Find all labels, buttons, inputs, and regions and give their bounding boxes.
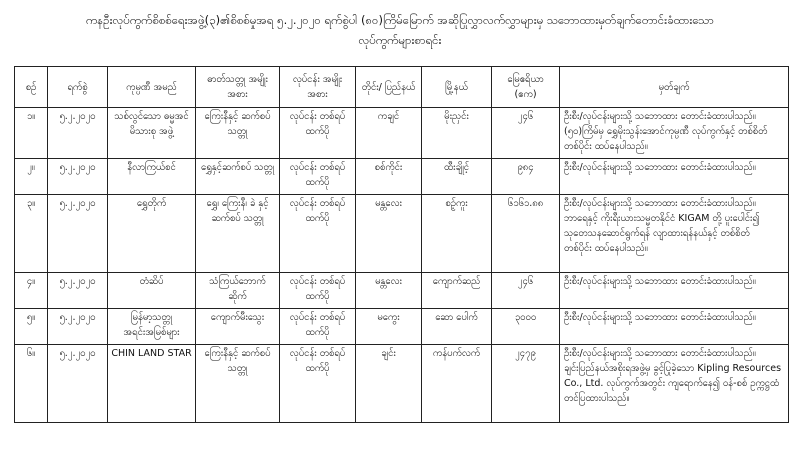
cell-region: စစ်ကိုင်း xyxy=(356,159,422,195)
cell-business: လုပ်ငန်း တစ်ရပ်ထက်ပို xyxy=(280,345,356,423)
cell-date: ၅.၂.၂၀၂၀ xyxy=(48,159,108,195)
cell-company: သစ်လွင်သော ဓမ္မအင်မိသားစု အဖွဲ့ xyxy=(108,108,196,159)
cell-region: မန္တလေး xyxy=(356,273,422,309)
header-date: ရက်စွဲ xyxy=(48,67,108,108)
remark-line: ဦးစီး/လုပ်ငန်းများသို့ သဘောထား တောင်းခံထားပါသည်။ xyxy=(564,348,756,359)
cell-remarks xyxy=(560,159,789,195)
header-region: တိုင်း/ ပြည်နယ် xyxy=(356,67,422,108)
cell-date: ၅.၂.၂၀၂၀ xyxy=(48,108,108,159)
cell-date: ၅.၂.၂၀၂၀ xyxy=(48,345,108,423)
header-no: စဉ် xyxy=(15,67,48,108)
table-row xyxy=(15,108,789,159)
header-remarks: မှတ်ချက် xyxy=(560,67,789,108)
cell-township: စဉ့်ကူး xyxy=(422,195,492,273)
table-row xyxy=(15,195,789,273)
table-body xyxy=(15,108,789,423)
cell-business: လုပ်ငန်း တစ်ရပ်ထက်ပို xyxy=(280,195,356,273)
mining-blocks-table xyxy=(14,66,789,423)
cell-remarks xyxy=(560,108,789,159)
cell-area: ၃၀၀၀ xyxy=(492,309,560,345)
cell-date: ၅.၂.၂၀၂၀ xyxy=(48,273,108,309)
cell-business: လုပ်ငန်း တစ်ရပ်ထက်ပို xyxy=(280,273,356,309)
remark-line: ဦးစီး/လုပ်ငန်းများသို့ သဘောထား တောင်းခံထားပါသည်။ xyxy=(564,276,756,287)
cell-remarks xyxy=(560,273,789,309)
cell-mineral: ရွှေ၊ ကြေးနီ၊ ခဲ နှင့်ဆက်စပ် သတ္တု xyxy=(196,195,280,273)
cell-township: မိုးညှင်း xyxy=(422,108,492,159)
cell-remarks xyxy=(560,309,789,345)
remark-line: ဦးစီး/လုပ်ငန်းများသို့ သဘောထား တောင်းခံထားပါသည်။ xyxy=(564,162,756,173)
cell-company: ရွှေတိုက် xyxy=(108,195,196,273)
cell-region: မန္တလေး xyxy=(356,195,422,273)
remark-line: ဦးစီး/လုပ်ငန်းများသို့ သဘောထား တောင်းခံထားပါသည်။ xyxy=(564,312,756,323)
remark-line: သုတေသနဆောင်ရွက်ရန် လျာထားရန်နယ်နှင့် တစ်စိတ် xyxy=(564,228,750,239)
cell-company: တံဆိပ် xyxy=(108,273,196,309)
cell-mineral: ရွှေနှင့်ဆက်စပ် သတ္တု xyxy=(196,159,280,195)
cell-no: ၂။ xyxy=(15,159,48,195)
header-area: မြေဧရိယာ (ဧက) xyxy=(492,67,560,108)
cell-no: ၆။ xyxy=(15,345,48,423)
cell-township: ကန်ပက်လက် xyxy=(422,345,492,423)
cell-no: ၁။ xyxy=(15,108,48,159)
cell-remarks xyxy=(560,345,789,423)
cell-business: လုပ်ငန်း တစ်ရပ်ထက်ပို xyxy=(280,309,356,345)
cell-remarks xyxy=(560,195,789,273)
cell-business: လုပ်ငန်း တစ်ရပ်ထက်ပို xyxy=(280,159,356,195)
cell-company: နီလာကြယ်စင် xyxy=(108,159,196,195)
cell-area: ၂၄၆ xyxy=(492,273,560,309)
remark-line: Co., Ltd. လုပ်ကွက်အတွင်း ကျရောက်နေ၍ ဝန်-စစ် ဥက္ကဋ္ဌထံ xyxy=(564,378,780,389)
remark-line: တစ်ပိုင်း ထပ်နေပါသည်။ xyxy=(564,141,648,152)
cell-business: လုပ်ငန်း တစ်ရပ်ထက်ပို xyxy=(280,108,356,159)
cell-mineral: ကြေးနီနှင့် ဆက်စပ်သတ္တု xyxy=(196,108,280,159)
cell-no: ၄။ xyxy=(15,273,48,309)
table-row xyxy=(15,159,789,195)
table-row xyxy=(15,309,789,345)
cell-mineral: ကျောက်မီးသွေး xyxy=(196,309,280,345)
header-township: မြို့နယ် xyxy=(422,67,492,108)
cell-township: ဆော ပေါက် xyxy=(422,309,492,345)
table-row xyxy=(15,273,789,309)
cell-date: ၅.၂.၂၀၂၀ xyxy=(48,309,108,345)
table-row xyxy=(15,345,789,423)
header-business: လုပ်ငန်း အမျိုးအစား xyxy=(280,67,356,108)
remark-line: ချင်းပြည်နယ်အစိုးရအဖွဲ့မှ ခွင့်ပြုခဲ့သော Kipling Resources xyxy=(564,363,782,374)
remark-line: (၅၀)ကြိမ်မှ ရွှေမိုးသွန်းအောင်ကုမ္ပဏီ လုပ်ကွက်နှင့် တစ်စိတ် xyxy=(564,126,768,137)
title-line-2: လုပ်ကွက်များစာရင်း xyxy=(358,33,442,47)
header-company: ကုမ္ပဏီ အမည် xyxy=(108,67,196,108)
cell-area: ၂၄၇၉ xyxy=(492,345,560,423)
cell-mineral: သံကြယ်ဘောက် ဆိုက် xyxy=(196,273,280,309)
cell-region: ကချင် xyxy=(356,108,422,159)
remark-line: ဦးစီး/လုပ်ငန်းများသို့ သဘောထား တောင်းခံထားပါသည်။ xyxy=(564,111,756,122)
cell-mineral: ကြေးနီနှင့် ဆက်စပ်သတ္တု xyxy=(196,345,280,423)
cell-township: ထီးချိုင့် xyxy=(422,159,492,195)
cell-region: ချင်း xyxy=(356,345,422,423)
cell-area: ၆၁၆၁.၈၈ xyxy=(492,195,560,273)
cell-date: ၅.၂.၂၀၂၀ xyxy=(48,195,108,273)
header-mineral: ဓာတ်သတ္တု အမျိုးအစား xyxy=(196,67,280,108)
cell-area: ၂၄၆ xyxy=(492,108,560,159)
cell-company: မြန်မာ့သတ္တု အရင်းအမြစ်များ xyxy=(108,309,196,345)
remark-line: တင်ပြထားပါသည်။ xyxy=(564,393,630,404)
remark-line: ဦးစီး/လုပ်ငန်းများသို့ သဘောထား တောင်းခံထားပါသည်။ xyxy=(564,198,756,209)
document-title xyxy=(0,10,800,50)
cell-region: မကွေး xyxy=(356,309,422,345)
cell-no: ၃။ xyxy=(15,195,48,273)
remark-line: တစ်ပိုင်း ထပ်နေပါသည်။ xyxy=(564,243,648,254)
title-line-1: ကနဦးလုပ်ကွက်စိစစ်ရေးအဖွဲ့(၃)၏စိစစ်မှုအရ ၅.၂.၂၀၂၀ ရက်စွဲပါ (၈၀)ကြိမ်မြောက် အဆိုပြုလွှာလက်လွှာများမှ သဘောထားမှတ်ချက်တောင်းခံထားသော xyxy=(86,13,714,27)
remark-line: ဘာရေနှင့် ကိုးရီးယားသမ္မတနိုင်ငံ KIGAM တို့ ပူးပေါင်း၍ xyxy=(564,213,760,224)
cell-area: ၉၈၄ xyxy=(492,159,560,195)
cell-township: ကျောက်ဆည် xyxy=(422,273,492,309)
cell-company: CHIN LAND STAR xyxy=(108,345,196,423)
cell-no: ၅။ xyxy=(15,309,48,345)
table-header-row xyxy=(15,67,789,108)
